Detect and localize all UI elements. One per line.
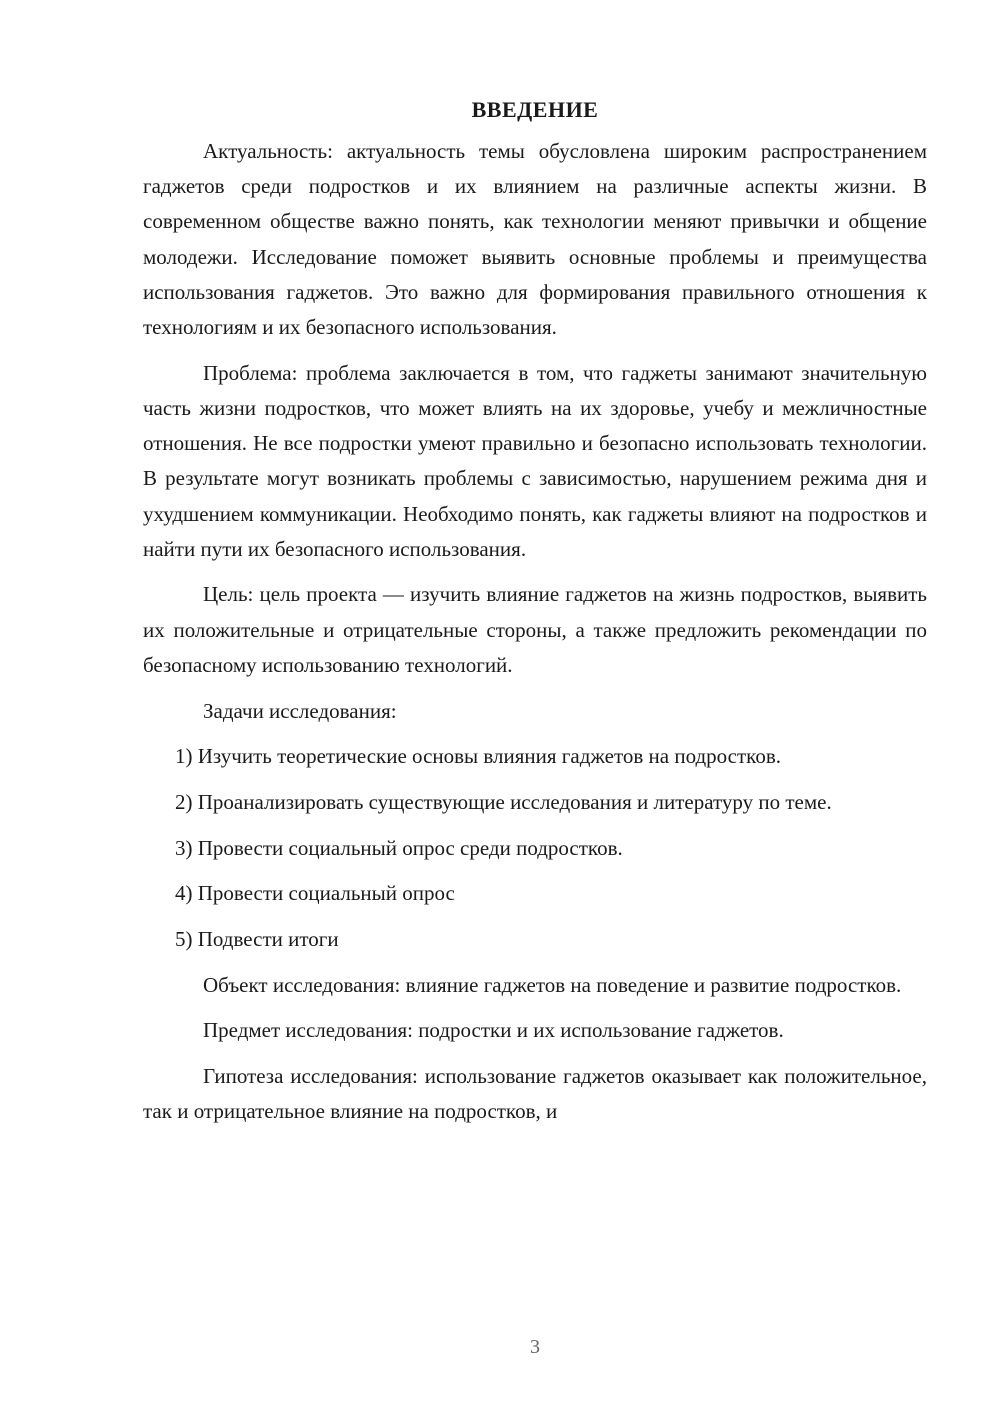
goal-paragraph: Цель: цель проекта — изучить влияние гаджетов на жизнь подростков, выявить их положительные и отрицательные стороны, а также предложить рекомендации по безопасному использованию технологий. — [143, 582, 927, 677]
task-item-2: 2) Проанализировать существующие исследования и литературу по теме. — [175, 789, 832, 814]
problem-paragraph: Проблема: проблема заключается в том, что гаджеты занимают значительную часть жизни подростков, что может влиять на их здоровье, учебу и межличностные отношения. Не все подростки умеют правильно и безопасно использовать технологии. В результате могут возникать проблемы с зависимостью, нарушением режима дня и ухудшением коммуникации. Необходимо понять, как гаджеты влияют на подростков и найти пути их безопасного использования. — [143, 360, 927, 561]
relevance-paragraph: Актуальность: актуальность темы обусловлена широким распространением гаджетов среди подростков и их влиянием на различные аспекты жизни. В современном обществе важно понять, как технологии меняют привычки и общение молодежи. Исследование поможет выявить основные проблемы и преимущества использования гаджетов. Это важно для формирования правильного отношения к технологиям и их безопасного использования. — [143, 139, 927, 340]
task-item-5: 5) Подвести итоги — [175, 927, 339, 952]
task-item-3: 3) Провести социальный опрос среди подростков. — [175, 835, 623, 860]
object-paragraph: Объект исследования: влияние гаджетов на поведение и развитие подростков. — [203, 972, 902, 997]
subject-paragraph: Предмет исследования: подростки и их использование гаджетов. — [203, 1018, 784, 1043]
task-item-1: 1) Изучить теоретические основы влияния гаджетов на подростков. — [175, 744, 781, 769]
tasks-heading: Задачи исследования: — [203, 698, 397, 723]
task-item-4: 4) Провести социальный опрос — [175, 881, 455, 906]
section-title: ВВЕДЕНИЕ — [471, 97, 599, 122]
hypothesis-paragraph: Гипотеза исследования: использование гаджетов оказывает как положительное, так и отрицательное влияние на подростков, и — [143, 1064, 927, 1124]
page-number: 3 — [530, 1336, 540, 1358]
page-content — [143, 92, 927, 1140]
